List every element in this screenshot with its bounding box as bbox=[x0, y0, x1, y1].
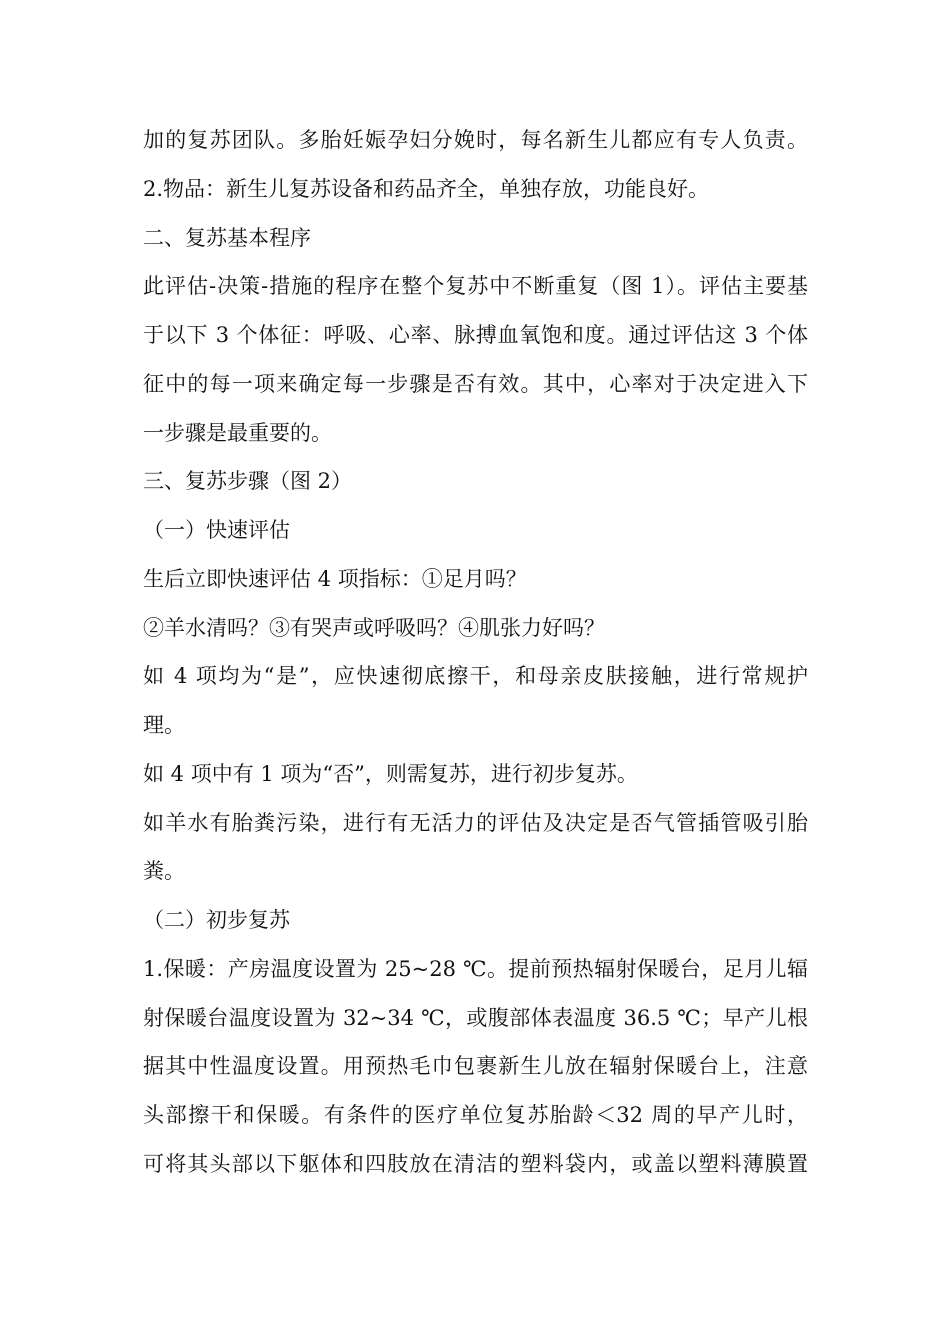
text-line: 射保暖台温度设置为 32~34 ℃，或腹部体表温度 36.5 ℃；早产儿根 bbox=[143, 1005, 808, 1030]
text-line: 征中的每一项来确定每一步骤是否有效。其中，心率对于决定进入下 bbox=[143, 371, 808, 396]
text-line: 可将其头部以下躯体和四肢放在清洁的塑料袋内，或盖以塑料薄膜置 bbox=[143, 1151, 808, 1176]
text-line: 理。 bbox=[143, 713, 185, 737]
text-line: 如羊水有胎粪污染，进行有无活力的评估及决定是否气管插管吸引胎 bbox=[143, 810, 808, 835]
section-heading: 二、复苏基本程序 bbox=[143, 225, 311, 250]
subsection-heading: （一）快速评估 bbox=[143, 518, 290, 542]
document-body bbox=[143, 116, 808, 1189]
text-line: 头部擦干和保暖。有条件的医疗单位复苏胎龄＜32 周的早产儿时， bbox=[143, 1103, 808, 1127]
text-line: 一步骤是最重要的。 bbox=[143, 420, 332, 445]
text-line: 生后立即快速评估 4 项指标：①足月吗？ bbox=[143, 566, 527, 591]
text-line: 如 4 项中有 1 项为“否”，则需复苏，进行初步复苏。 bbox=[143, 761, 638, 786]
text-line: 2.物品：新生儿复苏设备和药品齐全，单独存放，功能良好。 bbox=[143, 176, 710, 201]
text-line: 粪。 bbox=[143, 859, 185, 884]
text-line: 于以下 3 个体征：呼吸、心率、脉搏血氧饱和度。通过评估这 3 个体 bbox=[143, 323, 808, 347]
text-line: 1.保暖：产房温度设置为 25~28 ℃。提前预热辐射保暖台，足月儿辐 bbox=[143, 956, 808, 981]
text-line: 据其中性温度设置。用预热毛巾包裹新生儿放在辐射保暖台上，注意 bbox=[143, 1054, 808, 1079]
text-line: 加的复苏团队。多胎妊娠孕妇分娩时，每名新生儿都应有专人负责。 bbox=[143, 128, 808, 152]
text-line: 如 4 项均为“是”，应快速彻底擦干，和母亲皮肤接触，进行常规护 bbox=[143, 664, 808, 689]
section-heading: 三、复苏步骤（图 2） bbox=[143, 469, 353, 494]
text-line: 此评估-决策-措施的程序在整个复苏中不断重复（图 1）。评估主要基 bbox=[143, 274, 808, 299]
text-line: ②羊水清吗？③有哭声或呼吸吗？④肌张力好吗？ bbox=[143, 615, 605, 640]
subsection-heading: （二）初步复苏 bbox=[143, 908, 290, 932]
